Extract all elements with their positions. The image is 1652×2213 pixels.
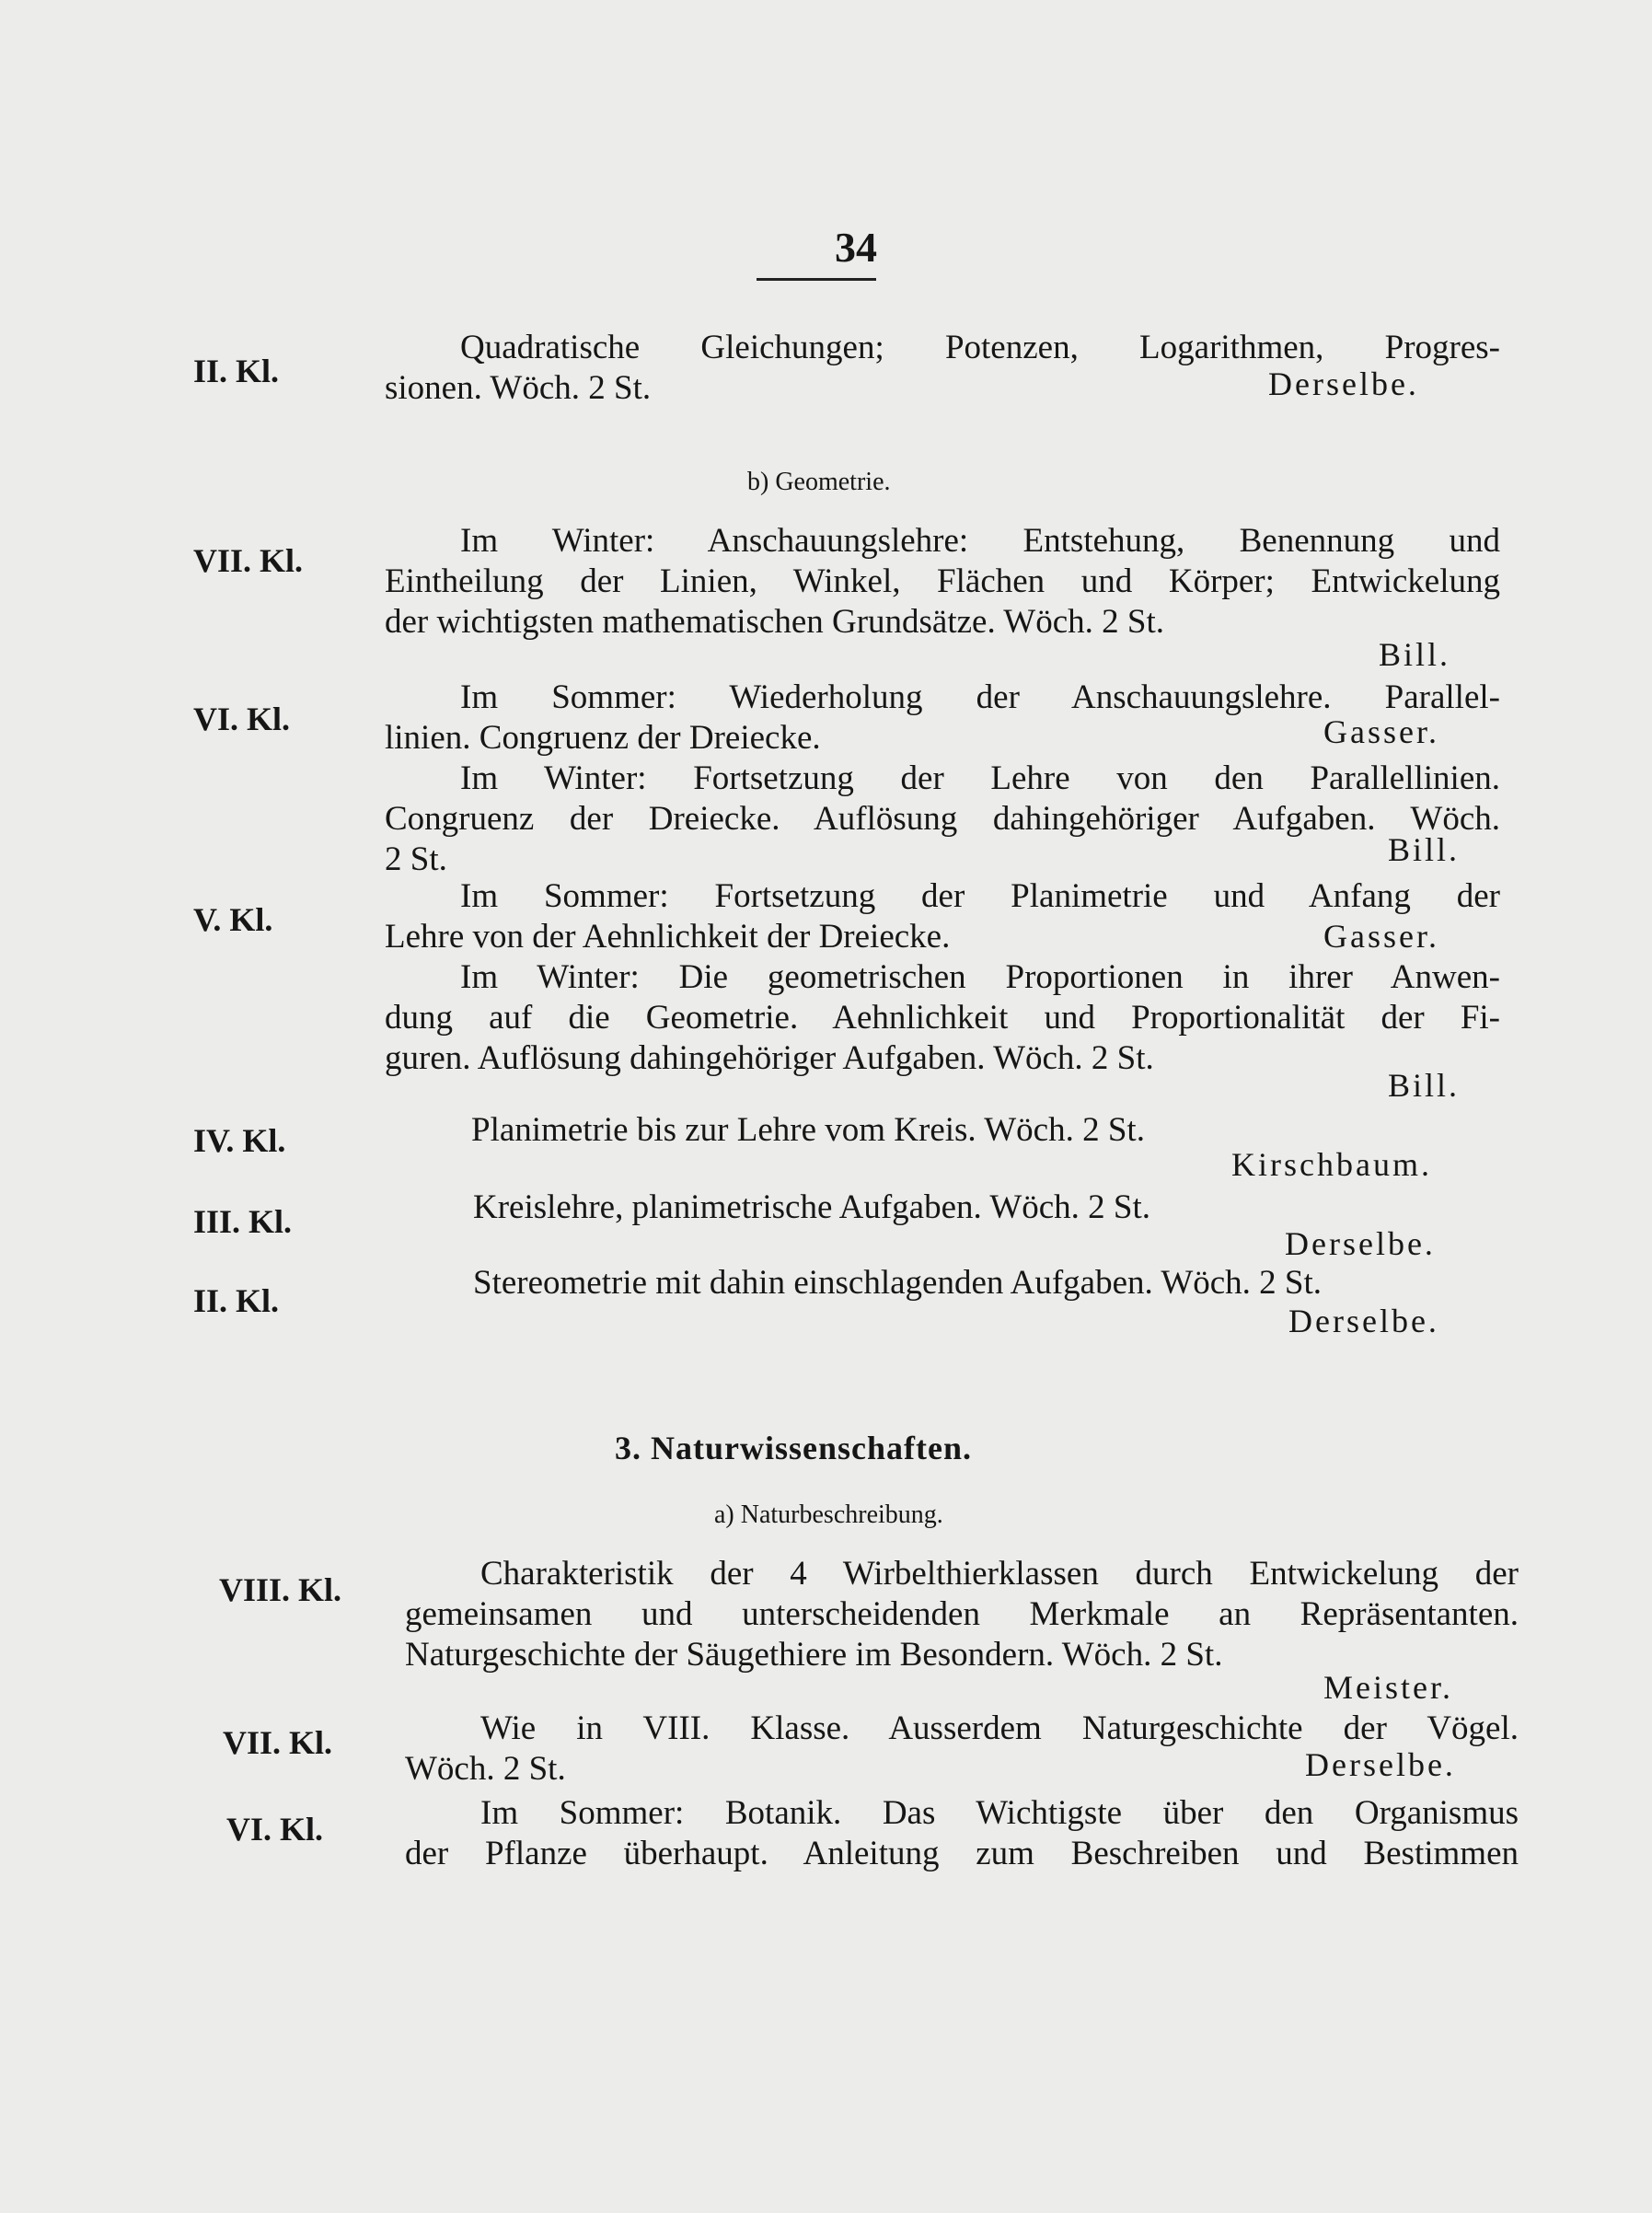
entry-text <box>385 759 1500 880</box>
text-line: Naturgeschichte der Säugethiere im Besondern. Wöch. 2 St. <box>405 1636 1223 1674</box>
class-label: VII. Kl. <box>223 1724 333 1761</box>
entry-text <box>385 521 1500 643</box>
subsection-heading: b) Geometrie. <box>747 468 891 496</box>
teacher-name: Kirschbaum. <box>1231 1146 1432 1183</box>
class-label: III. Kl. <box>193 1203 293 1240</box>
text-line: Stereometrie mit dahin einschlagenden Aufgaben. Wöch. 2 St. <box>473 1264 1323 1302</box>
class-label: VII. Kl. <box>193 542 304 579</box>
text-line: gemeinsamen und unterscheidenden Merkmale an Repräsentanten. <box>405 1595 1519 1633</box>
section-heading: 3. Naturwissenschaften. <box>615 1430 972 1466</box>
teacher-name: Meister. <box>1323 1669 1453 1706</box>
text-line: Eintheilung der Linien, Winkel, Flächen und Körper; Entwickelung <box>385 562 1500 600</box>
teacher-name: Derselbe. <box>1285 1225 1436 1262</box>
text-line: Charakteristik der 4 Wirbelthierklassen durch Entwickelung der <box>480 1555 1519 1593</box>
text-line: sionen. Wöch. 2 St. <box>385 369 652 407</box>
class-label: VIII. Kl. <box>219 1571 342 1608</box>
entry-text <box>405 1793 1519 1874</box>
subsection-heading: a) Naturbeschreibung. <box>714 1500 943 1529</box>
text-line: Wöch. 2 St. <box>405 1750 566 1788</box>
text-line: Im Sommer: Botanik. Das Wichtigste über den Organismus <box>480 1794 1519 1832</box>
teacher-name: Derselbe. <box>1288 1303 1439 1339</box>
text-line: Im Winter: Anschauungslehre: Entstehung, Benennung und <box>460 522 1500 560</box>
class-label: IV. Kl. <box>193 1122 286 1159</box>
teacher-name: Derselbe. <box>1305 1746 1456 1783</box>
class-label: VI. Kl. <box>193 701 291 737</box>
class-label: V. Kl. <box>193 901 273 938</box>
teacher-name: Bill. <box>1388 831 1461 868</box>
teacher-name: Bill. <box>1379 636 1451 673</box>
text-line: 2 St. <box>385 840 447 878</box>
text-line: Planimetrie bis zur Lehre vom Kreis. Wöch. 2 St. <box>471 1111 1145 1149</box>
entry-text <box>385 1263 1500 1303</box>
text-line: Im Sommer: Fortsetzung der Planimetrie und Anfang der <box>460 877 1500 915</box>
text-line: der wichtigsten mathematischen Grundsätze. Wöch. 2 St. <box>385 603 1165 641</box>
text-line: Lehre von der Aehnlichkeit der Dreiecke. <box>385 918 951 956</box>
page-number-rule <box>757 278 876 281</box>
teacher-name: Gasser. <box>1323 918 1439 955</box>
text-line: Im Winter: Die geometrischen Proportionen in ihrer Anwen- <box>460 958 1500 996</box>
text-line: Quadratische Gleichungen; Potenzen, Logarithmen, Progres- <box>460 329 1500 366</box>
entry-text <box>385 957 1500 1079</box>
teacher-name: Bill. <box>1388 1067 1461 1104</box>
entry-text <box>385 1188 1500 1228</box>
text-line: Kreislehre, planimetrische Aufgaben. Wöch. 2 St. <box>473 1188 1151 1226</box>
text-line: Congruenz der Dreiecke. Auflösung dahingehöriger Aufgaben. Wöch. <box>385 800 1500 838</box>
text-line: Wie in VIII. Klasse. Ausserdem Naturgeschichte der Vögel. <box>480 1709 1519 1747</box>
text-line: guren. Auflösung dahingehöriger Aufgaben. Wöch. 2 St. <box>385 1039 1154 1077</box>
text-line: linien. Congruenz der Dreiecke. <box>385 719 821 757</box>
class-label: VI. Kl. <box>226 1811 324 1848</box>
text-line: Im Sommer: Wiederholung der Anschauungslehre. Parallel- <box>460 678 1500 716</box>
teacher-name: Derselbe. <box>1268 365 1419 402</box>
entry-text <box>405 1554 1519 1675</box>
class-label: II. Kl. <box>193 1282 280 1319</box>
text-line: der Pflanze überhaupt. Anleitung zum Beschreiben und Bestimmen <box>405 1835 1519 1872</box>
text-line: dung auf die Geometrie. Aehnlichkeit und Proportionalität der Fi- <box>385 999 1500 1037</box>
teacher-name: Gasser. <box>1323 713 1439 750</box>
class-label: II. Kl. <box>193 353 280 389</box>
text-line: Im Winter: Fortsetzung der Lehre von den Parallellinien. <box>460 759 1500 797</box>
page-number: 34 <box>835 224 877 271</box>
